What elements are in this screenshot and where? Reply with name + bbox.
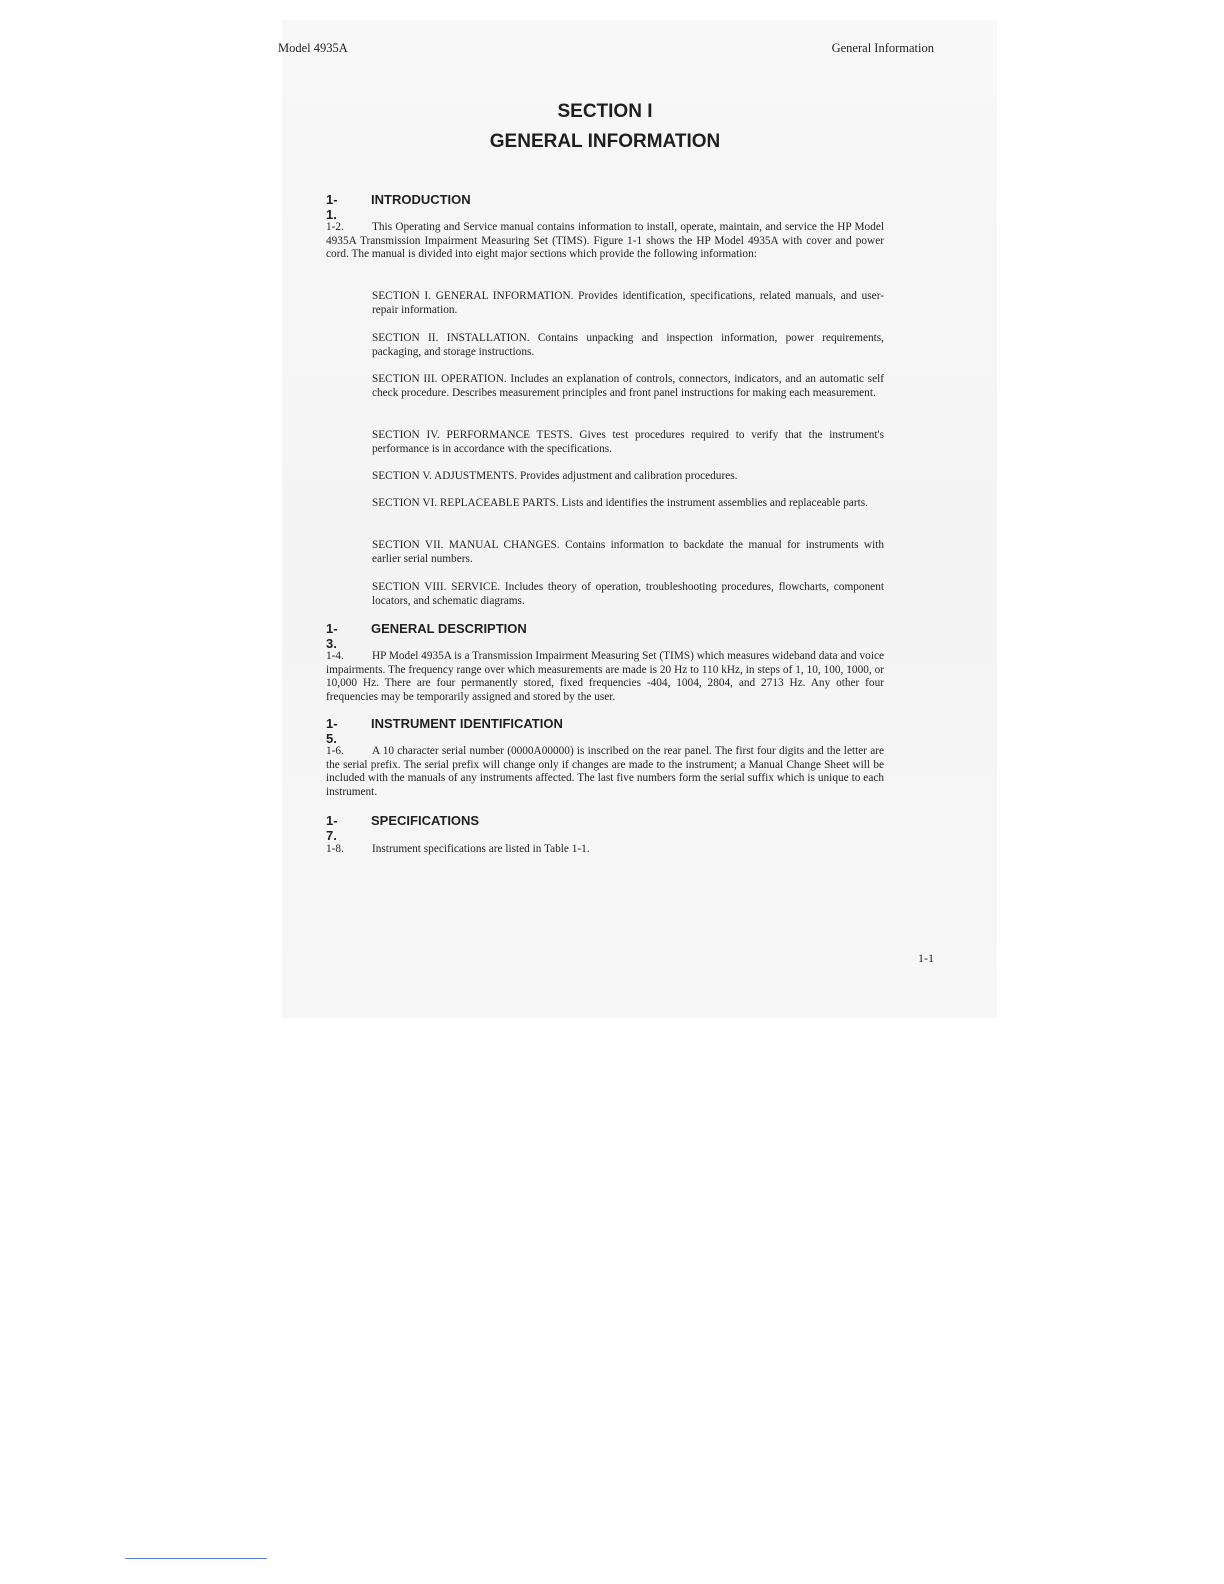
heading-text: GENERAL DESCRIPTION <box>371 621 527 636</box>
section-summary-1: SECTION I. GENERAL INFORMATION. Provides identification, specifications, related manuals, and user-repair information. <box>372 290 884 316</box>
paragraph-text: Instrument specifications are listed in Table 1-1. <box>372 843 590 855</box>
page-number: 1-1 <box>918 951 934 965</box>
section-summary-3: SECTION III. OPERATION. Includes an explanation of controls, connectors, indicators, and an automatic self check procedure. Describes measurement principles and front panel instructions for making each measurement. <box>372 373 884 399</box>
section-name-title: GENERAL INFORMATION <box>489 131 721 152</box>
heading-number: 1-7. <box>326 813 338 843</box>
section-summary-7: SECTION VII. MANUAL CHANGES. Contains information to backdate the manual for instruments with earlier serial numbers. <box>372 539 884 565</box>
running-header-model: Model 4935A <box>278 41 348 55</box>
paragraph-text: This Operating and Service manual contains information to install, operate, maintain, and service the HP Model 4935A Transmission Impairment Measuring Set (TIMS). Figure 1-1 shows the HP Model 4935A with cover and power cord. The manual is divided into eight major sections which provide the following information: <box>326 221 884 261</box>
paragraph-number: 1-6. <box>326 745 344 757</box>
running-header-chapter: General Information <box>831 41 934 55</box>
paragraph-number: 1-2. <box>326 221 344 233</box>
heading-number: 1-5. <box>326 716 338 746</box>
paragraph-1-2 <box>326 221 884 262</box>
section-summary-8: SECTION VIII. SERVICE. Includes theory of operation, troubleshooting procedures, flowcharts, component locators, and schematic diagrams. <box>372 581 884 607</box>
paragraph-number: 1-4. <box>326 650 344 662</box>
paragraph-text: A 10 character serial number (0000A00000) is inscribed on the rear panel. The first four digits and the letter are the serial prefix. The serial prefix will change only if changes are made to the instrument; a Manual Change Sheet will be included with the manuals of any instruments affected. The last five numbers form the serial suffix which is unique to each instrument. <box>326 745 884 798</box>
section-summary-4: SECTION IV. PERFORMANCE TESTS. Gives test procedures required to verify that the instrument's performance is in accordance with the specifications. <box>372 429 884 455</box>
section-summary-5: SECTION V. ADJUSTMENTS. Provides adjustment and calibration procedures. <box>372 470 738 482</box>
paragraph-text: HP Model 4935A is a Transmission Impairment Measuring Set (TIMS) which measures wideband data and voice impairments. The frequency range over which measurements are made is 20 Hz to 110 kHz, in steps of 1, 10, 100, 1000, or 10,000 Hz. There are four permanently stored, fixed frequencies -404, 1004, 2804, and 2713 Hz. Any other four frequencies may be temporarily assigned and stored by the user. <box>326 650 884 703</box>
paragraph-number: 1-8. <box>326 843 344 855</box>
heading-number: 1-1. <box>326 192 338 222</box>
scanned-page-background <box>282 20 997 1018</box>
heading-text: SPECIFICATIONS <box>371 813 480 828</box>
paragraph-1-8 <box>326 843 884 857</box>
section-summary-6: SECTION VI. REPLACEABLE PARTS. Lists and identifies the instrument assemblies and replaceable parts. <box>372 497 869 509</box>
section-number-title: SECTION I <box>557 101 653 122</box>
section-summary-2: SECTION II. INSTALLATION. Contains unpacking and inspection information, power requirements, packaging, and storage instructions. <box>372 332 884 358</box>
heading-text: INTRODUCTION <box>371 192 471 207</box>
paragraph-1-6 <box>326 745 884 799</box>
heading-number: 1-3. <box>326 621 338 651</box>
footnote-divider-line <box>125 1558 267 1559</box>
heading-text: INSTRUMENT IDENTIFICATION <box>371 716 563 731</box>
paragraph-1-4 <box>326 650 884 704</box>
